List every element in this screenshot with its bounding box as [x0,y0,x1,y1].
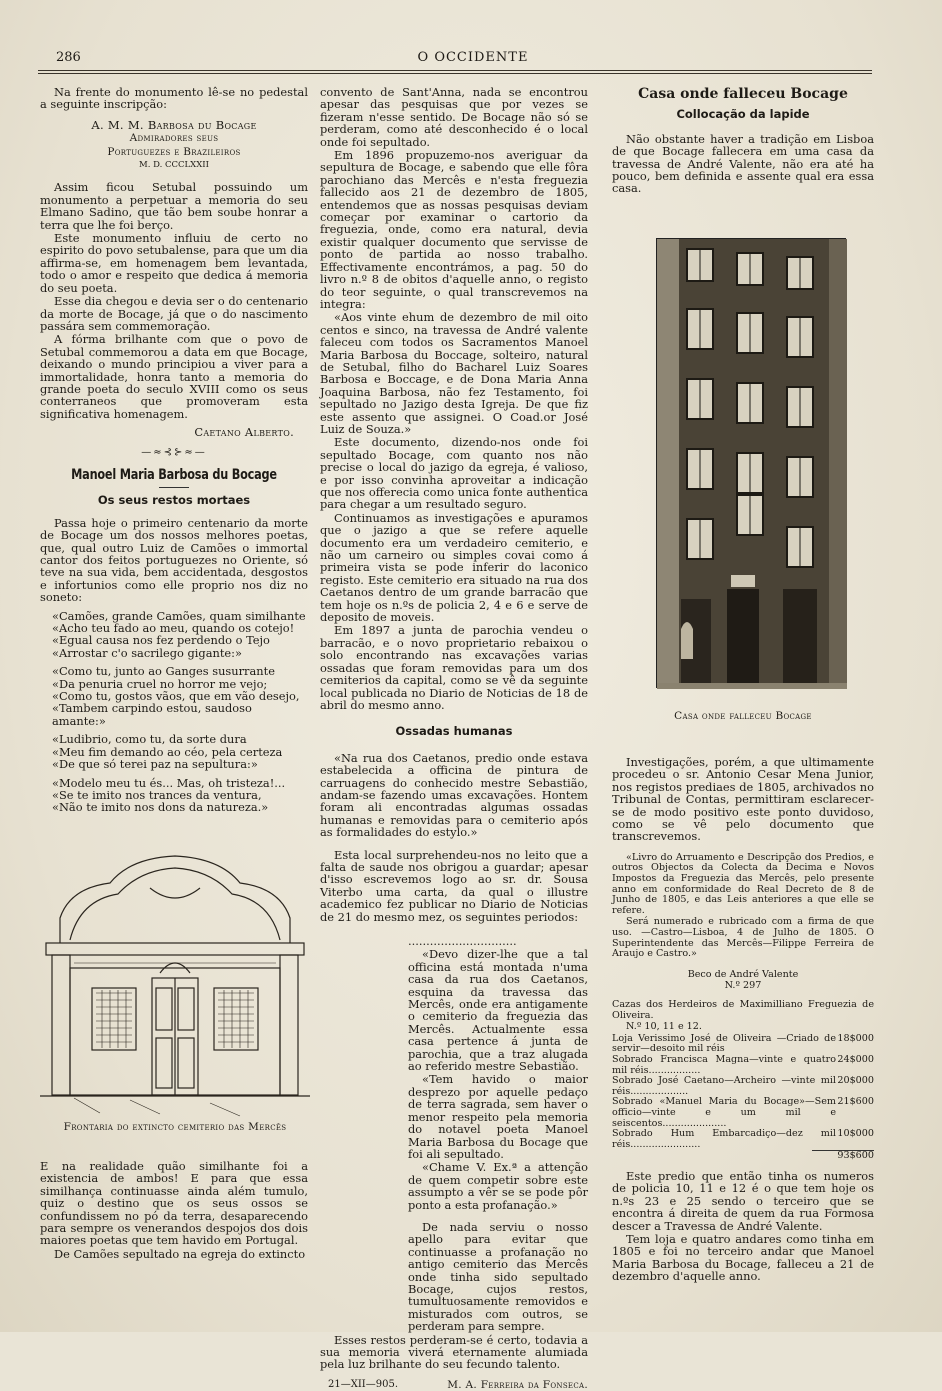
paragraph: Esta local surprehendeu-nos no leito que a falta de saude nos obrigou a guardar; apesar d'isso escrevemos logo ao sr. dr. Sousa Viterbo uma carta, da qual o illustre academico fez publicar no Diario de Noticias de 21 do mesmo mez, os seguintes periodos: [320,847,588,924]
page-number: 286 [56,50,81,65]
paragraph: Passa hoje o primeiro centenario da morte de Bocage um dos nossos melhores poetas, que, qual outro Luiz de Camões o immortal cantor dos feitos portuguezes no Oriente, só teve na sua vida, bem accidentada, desgostos e infortunios como elle proprio nos diz no soneto: [40,515,308,605]
inscription-line: M. D. CCCLXXII [139,160,209,171]
paragraph: Em 1896 propuzemo-nos averiguar da sepultura de Bocage, e sabendo que elle fôra parochiano das Mercês e n'esta freguezia fallecido aos 21 de dezembro de 1805, entendemos que as nossas pesquisas deviam começar por examinar o cartorio da freguezia, onde, como era natural, devia existir qualquer documento que servisse de ponto de partida ao nosso trabalho. Effectivamente encontrámos, a pag. 50 do livro n.º 8 de obitos d'aquelle anno, o registo do teor seguinte, o qual transcrevemos na integra: [320,148,588,311]
paragraph: convento de Sant'Anna, nada se encontrou apesar das pesquisas que por vezes se fizeram n'esse sentido. De Bocage não só se perderam, como até desconhecido é o local onde foi sepultado. [320,85,588,149]
verse: «Se te imito nos trances da ventura, [52,787,262,802]
document-transcription [612,853,874,960]
signature: M. A. Ferreira da Fonseca. [447,1378,588,1391]
verse: «Ludibrio, como tu, da sorte dura [52,732,247,747]
street-number: N.º 297 [724,980,762,992]
paragraph: Na frente do monumento lê-se no pedestal a seguinte inscripção: [40,85,308,112]
verse: «Tambem carpindo estou, saudoso amante:» [52,701,252,728]
verse: «Não te imito nos dons da natureza.» [52,800,269,815]
inscription-line: A. M. M. Barbosa du Bocage [91,117,257,132]
illustration-caption: Frontaria do extincto cemiterio das Mercês [63,1121,287,1133]
column-1-bottom [40,1160,308,1261]
title-rule [159,487,189,488]
article-subtitle: Collocação da lapide [676,107,810,122]
sonnet-stanza-2 [52,665,308,727]
cemetery-facade-illustration [40,828,310,1118]
article-title: Casa onde falleceu Bocage [638,86,848,102]
verse: «Meu fim demando ao céo, pela certeza [52,744,283,759]
inscription-line: Admiradores seus [129,132,219,145]
column-1 [40,86,308,820]
paragraph: Assim ficou Setubal possuindo um monumento a perpetuar a memoria do seu Elmano Sadino, que tão bem soube honrar a terra que lhe foi berço. [40,180,308,232]
paragraph: Investigações, porém, a que ultimamente procedeu o sr. Antonio Cesar Mena Junior, nos registos prediaes de 1805, archivados no Tribunal de Contas, permittiram esclarecer-se de modo positivo este ponto duvidoso, como se vê pelo documento que transcrevemos. [612,755,874,844]
verse: «Modelo meu tu és... Mas, oh tristeza!... [52,775,286,790]
paragraph: Não obstante haver a tradição em Lisboa de que Bocage fallecera em uma casa da travessa de André Valente, não era até ha pouco, bem definida e assente qual era essa casa. [612,131,874,196]
paragraph: Este documento, dizendo-nos onde foi sepultado Bocage, com quanto nos não precise o local do jazigo da egreja, é valioso, e por isso convinha aproveitar a indicação que nos offerecia como unica fonte authentica para chegar a um resultado seguro. [320,435,588,512]
header-rule-2 [38,73,872,74]
column-3-lower [612,756,874,1284]
article-subtitle: Os seus restos mortaes [97,493,251,508]
document-text: Será numerado e rubricado com a firma de que uso. —Castro—Lisboa, 4 de Julho de 1805. O Superintendente das Mercês—Filippe Ferreira de Araujo e Castro.» [612,916,874,960]
paragraph: Esse dia chegou e devia ser o do centenario da morte de Bocage, já que o do nascimento passára sem commemoração. [40,294,308,333]
article-title: Manoel Maria Barbosa du Bocage [71,466,277,483]
ledger-heading: Cazas dos Herdeiros de Maximilliano Freguezia de Oliveira. [612,998,874,1021]
paragraph: Este predio que então tinha os numeros de policia 10, 11 e 12 é o que tem hoje os n.ºs 23 e 25 sendo o terceiro que se encontra á direita de quem da rua Formosa descer a Travessa de André Valente. [612,1168,874,1233]
masthead: O OCCIDENTE [417,50,529,65]
quoted-record: «Aos vinte ehum de dezembro de mil oito centos e sinco, na travessa de André valente faleceu com todos os Sacramentos Manoel Maria Barbosa du Boccage, solteiro, natural de Setubal, filho do Bacharel Luiz Soares Barbosa e Boccage, e de Dona Maria Anna Joaquina Barbosa, não fez Testamento, foi sepultado no Jazigo desta Igreja. De que fiz este assento que assignei. O Coad.or José Luiz de Souza.» [320,310,588,436]
verse: «Acho teu fado ao meu, quando os cotejo! [52,621,295,636]
inscription [40,119,308,172]
verse: «Como tu, gostos vãos, que em vão desejo, [52,689,300,704]
verse: «De que só terei paz na sepultura:» [52,757,258,772]
ledger-total: 93$600 [812,1150,874,1162]
page-header [38,48,908,68]
ledger-row: Sobrado Francisca Magna—vinte e quatro mil réis................. 24$000 [612,1053,874,1076]
column-2 [320,86,588,1391]
photo-caption: Casa onde falleceu Bocage [674,710,812,722]
verse: «Como tu, junto ao Ganges susurrante [52,664,275,679]
column-3 [612,86,874,196]
ellipsis: .............................. [408,934,517,948]
document-text: «Livro do Arruamento e Descripção dos Predios, e outros Objectos da Colecta da Decima e Novos Impostos da Freguezia das Mercês, pelo presente anno em conformidade do Real Decreto de 8 de Junho de 1805, e das Leis anteriores a que elle se refere. [612,851,874,916]
paragraph: «Chame V. Ex.ª a attenção de quem competir sobre este assumpto a vêr se se pode pôr ponto a esta profanação.» [408,1160,588,1212]
sonnet-stanza-4 [52,777,308,814]
paragraph: Tem loja e quatro andares como tinha em 1805 e foi no terceiro andar que Manoel Maria Barbosa du Bocage, falleceu a 21 de dezembro d'aquelle anno. [612,1231,874,1284]
tax-ledger [612,1000,874,1162]
signature: Caetano Alberto. [194,425,294,440]
quoted-letter [408,935,588,1333]
street-name: Beco de André Valente [687,968,799,980]
article-date: 21—XII—905. [328,1378,399,1390]
byline [320,1379,588,1391]
paragraph: Em 1897 a junta de parochia vendeu o barracão, e o novo proprietario rebaixou o solo encontrando nas excavações varias ossadas que foram removidas para um dos cemiterios da capital, como se vê da seguinte local publicada no Diario de Noticias de 18 de abril do mesmo anno. [320,623,588,712]
ledger-row: Sobrado Hum Embarcadiço—dez mil réis....................... 10$000 [612,1128,874,1150]
paragraph: De nada serviu o nosso apello para evitar que continuasse a profanação no antigo cemiterio das Mercês onde tinha sido sepultado Bocage, cujos restos, tumultuosamente removidos e misturados com outros, se perderam para sempre. [408,1219,588,1334]
verse: «Da penuria cruel no horror me vejo; [52,676,268,691]
paragraph: A fórma brilhante com que o povo de Setubal commemorou a data em que Bocage, deixando o mundo principiou a viver para a immortalidade, honra tanto a memoria do grande poeta do seculo XVIII como os seus conterraneos que promoveram esta significativa homenagem. [40,332,308,421]
paragraph: «Tem havido o maior desprezo por aquelle pedaço de terra sagrada, sem haver o menor respeito pela memoria do notavel poeta Manoel Maria Barbosa du Bocage que foi ali sepultado. [408,1072,588,1161]
ledger-row: Sobrado José Caetano—Archeiro —vinte mil réis................... 20$000 [612,1075,874,1097]
paragraph: Continuamos as investigações e apuramos que o jazigo a que se refere aquelle documento era um verdadeiro cemiterio, e não um carneiro ou simples covai como á primeira vista se pode inferir do laconico registo. Este cemiterio era situado na rua dos Caetanos dentro de um grande barracão que tem hoje os n.ºs de policia 2, 4 e 6 e serve de deposito de moveis. [320,510,588,625]
ledger-row: Loja Verissimo José de Oliveira —Criado de servir—desoito mil réis 18$000 [612,1032,874,1055]
ledger-numbers: N.º 10, 11 e 12. [626,1021,702,1033]
paragraph: Esses restos perderam-se é certo, todavia a sua memoria viverá eternamente alumiada pela luz brilhante do seu fecundo talento. [320,1332,588,1372]
verse: «Egual causa nos fez perdendo o Tejo [52,633,270,648]
sonnet-stanza-3 [52,733,308,770]
paragraph: De Camões sepultado na egreja do extincto [54,1246,306,1261]
quoted-news: «Na rua dos Caetanos, predio onde estava estabelecida a officina de pintura de carruagens do conhecido mestre Sebastião, andam-se fazendo umas excavações. Hontem foram ali encontradas algumas ossadas humanas e removidas para o cemiterio após as formalidades do estylo.» [320,750,588,840]
subsection-heading: Ossadas humanas [395,724,513,739]
inscription-line: Portuguezes e Brazileiros [107,145,241,158]
paragraph: E na realidade quão similhante foi a existencia de ambos! E para que essa similhança continuasse ainda além tumulo, quiz o destino que os seus ossos se confundissem no pó da terra, desaparecendo para sempre os venerandos despojos dos dois maiores poetas que tem havido em Portugal. [40,1159,308,1248]
verse: «Arrostar c'o sacrilego gigante:» [52,645,242,660]
sonnet-stanza-1 [52,610,308,660]
paragraph: Este monumento influiu de certo no espirito do povo setubalense, para que um dia affirma-se, em homenagem bem levantada, todo o amor e respeito que dedica á memoria do seu poeta. [40,231,308,295]
verse: «Camões, grande Camões, quam similhante [52,608,306,623]
ornament-divider: —≈⊰⊱≈— [141,446,207,458]
paragraph: «Devo dizer-lhe que a tal officina está montada n'uma casa da rua dos Caetanos, esquina da travessa das Mercês, onde era antigamente o cemiterio da freguezia das Mercês. Actualmente essa casa pertence á junta de parochia, que a traz alugada ao referido mestre Sebastião. [408,947,588,1074]
header-rule [38,70,872,71]
ledger-row: Sobrado «Manuel Maria du Bocage»—Sem officio—vinte e um mil e seiscentos..................... 21$600 [612,1096,874,1129]
house-photograph [656,238,846,688]
